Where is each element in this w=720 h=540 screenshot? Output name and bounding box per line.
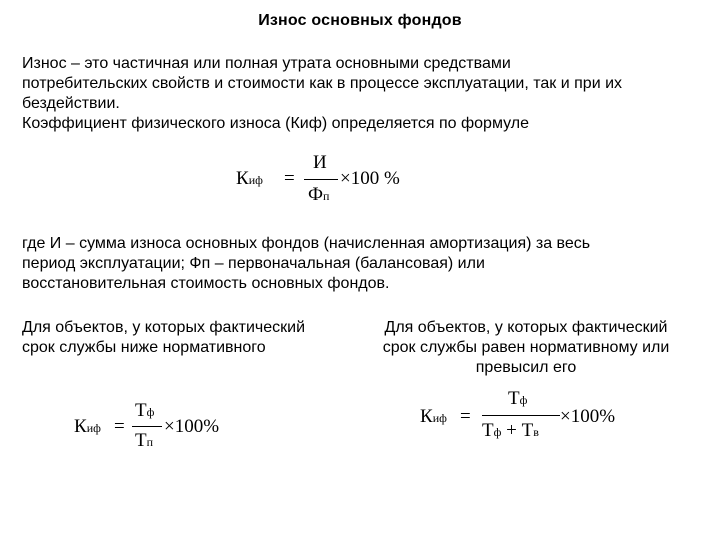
formula-fraction: [482, 388, 560, 448]
right-case-text: [346, 318, 706, 378]
intro-line: Износ – это частичная или полная утрата основными средствами: [22, 55, 511, 72]
formula-lhs: Киф: [74, 416, 101, 437]
fraction-bar: [132, 426, 162, 427]
formula-tail: ×100 %: [340, 168, 400, 189]
formula-lhs: Киф: [420, 406, 447, 427]
intro-line: Коэффициент физического износа (Киф) определяется по формуле: [22, 115, 530, 132]
explanation-line: период эксплуатации; Фп – первоначальная (балансовая) или: [22, 255, 485, 272]
page-title: Износ основных фондов: [258, 12, 462, 29]
formula-fraction: [132, 398, 162, 458]
formula-tail: ×100%: [164, 416, 220, 437]
left-case-line: Для объектов, у которых фактический: [22, 319, 306, 336]
intro-paragraph: [22, 54, 702, 134]
formula-numerator: Тф: [508, 388, 528, 409]
right-case-line: превысил его: [475, 359, 577, 376]
formula-eq: =: [460, 406, 471, 427]
formula-numerator: Тф: [135, 400, 155, 421]
formula-lhs: Киф: [236, 168, 263, 189]
right-case-line: Для объектов, у которых фактический: [384, 319, 668, 336]
right-case-line: срок службы равен нормативному или: [382, 339, 670, 356]
formula-denominator: Фп: [308, 184, 330, 205]
formula-left: [74, 398, 234, 458]
formula-eq: =: [114, 416, 125, 437]
fraction-bar: [304, 179, 338, 180]
formula-lhs-sub: иф: [248, 173, 263, 187]
explanation-paragraph: [22, 234, 702, 294]
formula-denominator: Тф + Тв: [482, 420, 539, 441]
formula-main: [236, 150, 400, 214]
intro-line: потребительских свойств и стоимости как в процессе эксплуатации, так и при их: [22, 75, 623, 92]
formula-denominator: Тп: [135, 430, 154, 451]
left-case-line: срок службы ниже нормативного: [22, 339, 266, 356]
fraction-bar: [482, 415, 560, 416]
intro-line: бездействии.: [22, 95, 120, 112]
formula-eq: =: [284, 168, 295, 189]
formula-fraction: [304, 150, 338, 214]
left-case-text: [22, 318, 362, 358]
formula-tail: ×100%: [560, 406, 616, 427]
explanation-line: восстановительная стоимость основных фондов.: [22, 275, 390, 292]
formula-numerator: И: [313, 152, 327, 173]
explanation-line: где И – сумма износа основных фондов (начисленная амортизация) за весь: [22, 235, 591, 252]
formula-right: [420, 388, 630, 448]
